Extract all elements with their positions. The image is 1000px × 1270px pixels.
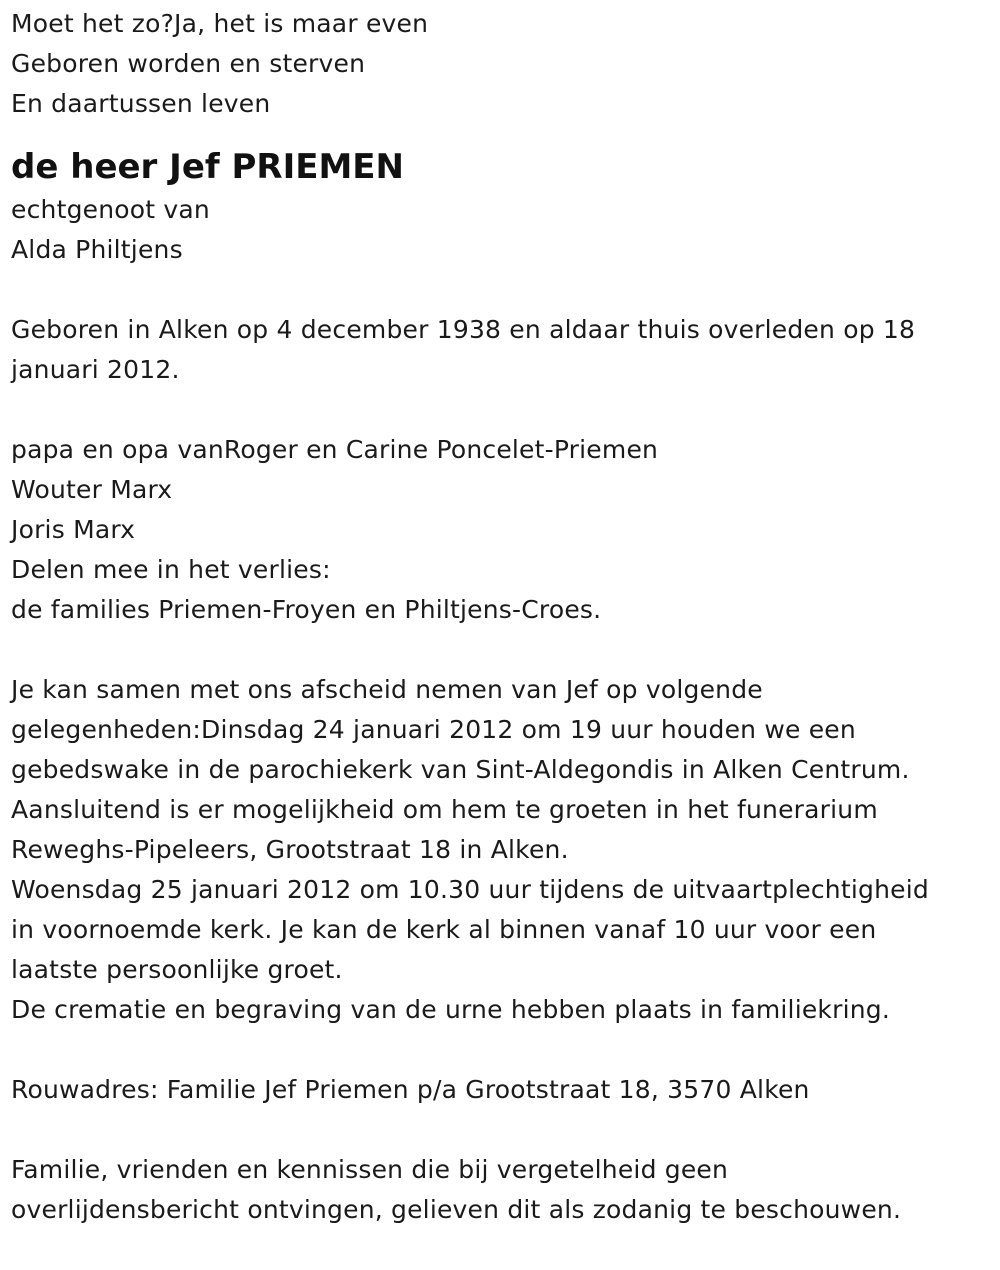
mourning-address: Rouwadres: Familie Jef Priemen p/a Grootstraat 18, 3570 Alken xyxy=(11,1075,810,1104)
ceremony-line: gebedswake in de parochiekerk van Sint-Aldegondis in Alken Centrum. xyxy=(11,755,910,784)
deceased-name: de heer Jef PRIEMEN xyxy=(11,147,404,187)
spacer xyxy=(11,270,986,310)
family-line: Joris Marx xyxy=(11,515,136,544)
ceremony-line: Reweghs-Pipeleers, Grootstraat 18 in Alken. xyxy=(11,835,569,864)
ceremony-line: laatste persoonlijke groet. xyxy=(11,955,343,984)
ceremony-line: Woensdag 25 januari 2012 om 10.30 uur tijdens de uitvaartplechtigheid xyxy=(11,875,929,904)
birth-death-line: januari 2012. xyxy=(11,355,180,384)
closing-section xyxy=(11,1150,986,1230)
poem-line: Geboren worden en sterven xyxy=(11,49,366,78)
ceremony-line: gelegenheden:Dinsdag 24 januari 2012 om 19 uur houden we een xyxy=(11,715,856,744)
address-section xyxy=(11,1070,986,1110)
family-line: Delen mee in het verlies: xyxy=(11,555,331,584)
spouse-name: Alda Philtjens xyxy=(11,235,183,264)
spacer xyxy=(11,1110,986,1150)
ceremony-line: Aansluitend is er mogelijkheid om hem te groeten in het funerarium xyxy=(11,795,878,824)
ceremony-line: Je kan samen met ons afscheid nemen van Jef op volgende xyxy=(11,675,763,704)
poem-line: En daartussen leven xyxy=(11,89,271,118)
birth-death-section xyxy=(11,310,986,390)
spouse-line: echtgenoot van xyxy=(11,195,210,224)
spacer xyxy=(11,630,986,670)
family-line: Wouter Marx xyxy=(11,475,173,504)
ceremony-line: in voornoemde kerk. Je kan de kerk al binnen vanaf 10 uur voor een xyxy=(11,915,877,944)
spacer xyxy=(11,1030,986,1070)
family-line: papa en opa vanRoger en Carine Poncelet-Priemen xyxy=(11,435,659,464)
ceremony-section xyxy=(11,670,986,1030)
closing-line: Familie, vrienden en kennissen die bij vergetelheid geen xyxy=(11,1155,729,1184)
obituary-document xyxy=(11,4,986,1230)
family-section xyxy=(11,430,986,630)
poem xyxy=(11,4,986,124)
spacer xyxy=(11,390,986,430)
poem-line: Moet het zo?Ja, het is maar even xyxy=(11,9,429,38)
closing-line: overlijdensbericht ontvingen, gelieven dit als zodanig te beschouwen. xyxy=(11,1195,902,1224)
ceremony-line: De crematie en begraving van de urne hebben plaats in familiekring. xyxy=(11,995,890,1024)
birth-death-line: Geboren in Alken op 4 december 1938 en aldaar thuis overleden op 18 xyxy=(11,315,916,344)
spouse-section xyxy=(11,190,986,270)
family-line: de families Priemen-Froyen en Philtjens-Croes. xyxy=(11,595,602,624)
